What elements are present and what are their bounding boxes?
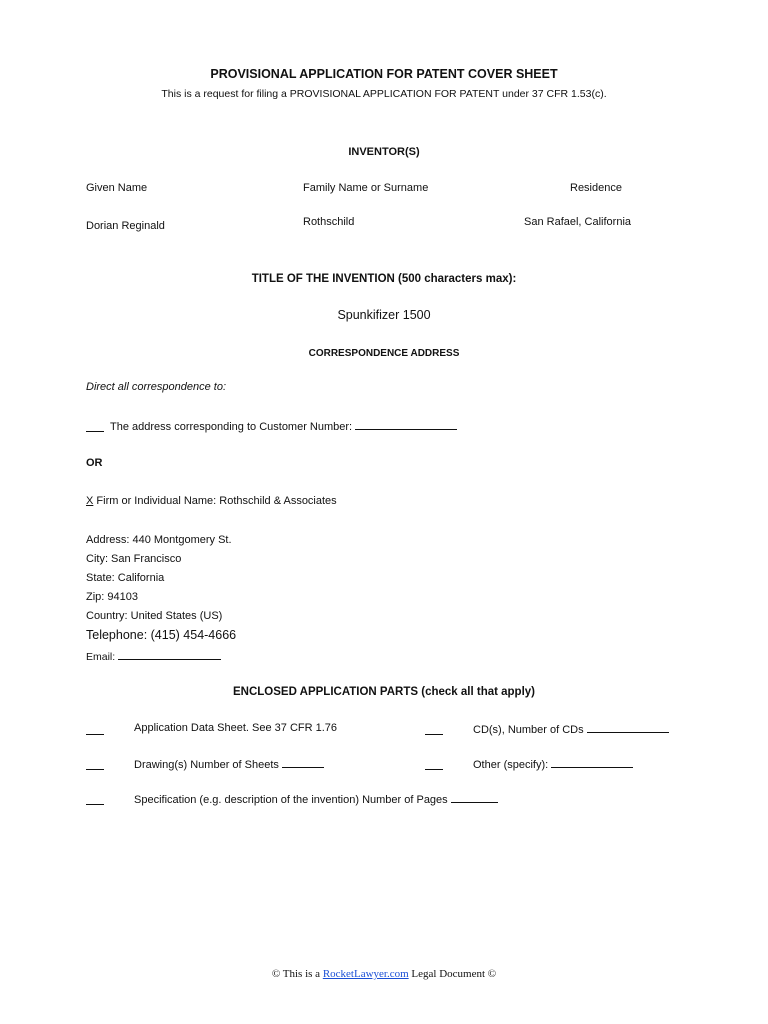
or-label: OR (86, 457, 103, 469)
firm-name-label: Firm or Individual Name: Rothschild & Associates (96, 495, 337, 507)
cds-label: CD(s), Number of CDs (473, 724, 584, 736)
email-row (86, 649, 221, 663)
given-name-header: Given Name (86, 182, 148, 194)
customer-number-field[interactable] (355, 419, 457, 430)
zip-line: Zip: 94103 (86, 591, 138, 603)
other-specify-field[interactable] (551, 757, 633, 768)
ads-checkbox[interactable] (86, 734, 104, 735)
ads-label: Application Data Sheet. See 37 CFR 1.76 (134, 722, 338, 734)
customer-number-row (110, 419, 457, 433)
cds-row (473, 722, 669, 736)
other-checkbox[interactable] (425, 769, 443, 770)
customer-number-checkbox[interactable] (86, 431, 104, 432)
drawings-count-field[interactable] (282, 757, 324, 768)
specification-pages-field[interactable] (451, 792, 498, 803)
state-line: State: California (86, 572, 165, 584)
rocketlawyer-link[interactable]: RocketLawyer.com (322, 968, 409, 980)
residence-header: Residence (570, 182, 622, 194)
drawings-checkbox[interactable] (86, 769, 104, 770)
email-field[interactable] (118, 649, 221, 660)
page-title: PROVISIONAL APPLICATION FOR PATENT COVER SHEET (210, 67, 558, 81)
firm-row (86, 495, 337, 507)
city-line: City: San Francisco (86, 553, 182, 565)
telephone-line: Telephone: (415) 454-4666 (86, 628, 237, 642)
country-line: Country: United States (US) (86, 610, 223, 622)
footer-suffix: Legal Document © (411, 968, 497, 980)
specification-row (134, 792, 498, 806)
enclosed-heading: ENCLOSED APPLICATION PARTS (check all that apply) (232, 686, 536, 698)
residence-value: San Rafael, California (524, 216, 632, 228)
cds-count-field[interactable] (587, 722, 669, 733)
address-line: Address: 440 Montgomery St. (86, 534, 232, 546)
direct-correspondence-label: Direct all correspondence to: (86, 381, 227, 393)
email-label: Email: (86, 651, 116, 663)
invention-title-heading: TITLE OF THE INVENTION (500 characters max): (251, 273, 517, 285)
page-subtitle: This is a request for filing a PROVISIONAL APPLICATION FOR PATENT under 37 CFR 1.53(c). (161, 88, 607, 100)
family-name-value: Rothschild (303, 216, 355, 228)
footer-prefix: © This is a (271, 968, 321, 980)
footer (0, 968, 768, 980)
inventors-heading: INVENTOR(S) (348, 146, 420, 158)
family-name-header: Family Name or Surname (303, 182, 429, 194)
given-name-value: Dorian Reginald (86, 220, 165, 232)
specification-label: Specification (e.g. description of the invention) Number of Pages (134, 794, 448, 806)
drawings-row (134, 757, 324, 771)
other-label: Other (specify): (473, 759, 549, 771)
correspondence-heading: CORRESPONDENCE ADDRESS (308, 348, 460, 359)
customer-number-label: The address corresponding to Customer Number: (110, 421, 353, 433)
cds-checkbox[interactable] (425, 734, 443, 735)
firm-check-mark[interactable]: X (86, 495, 94, 507)
specification-checkbox[interactable] (86, 804, 104, 805)
drawings-label: Drawing(s) Number of Sheets (134, 759, 279, 771)
other-row (473, 757, 633, 771)
invention-title-value: Spunkifizer 1500 (337, 308, 431, 322)
